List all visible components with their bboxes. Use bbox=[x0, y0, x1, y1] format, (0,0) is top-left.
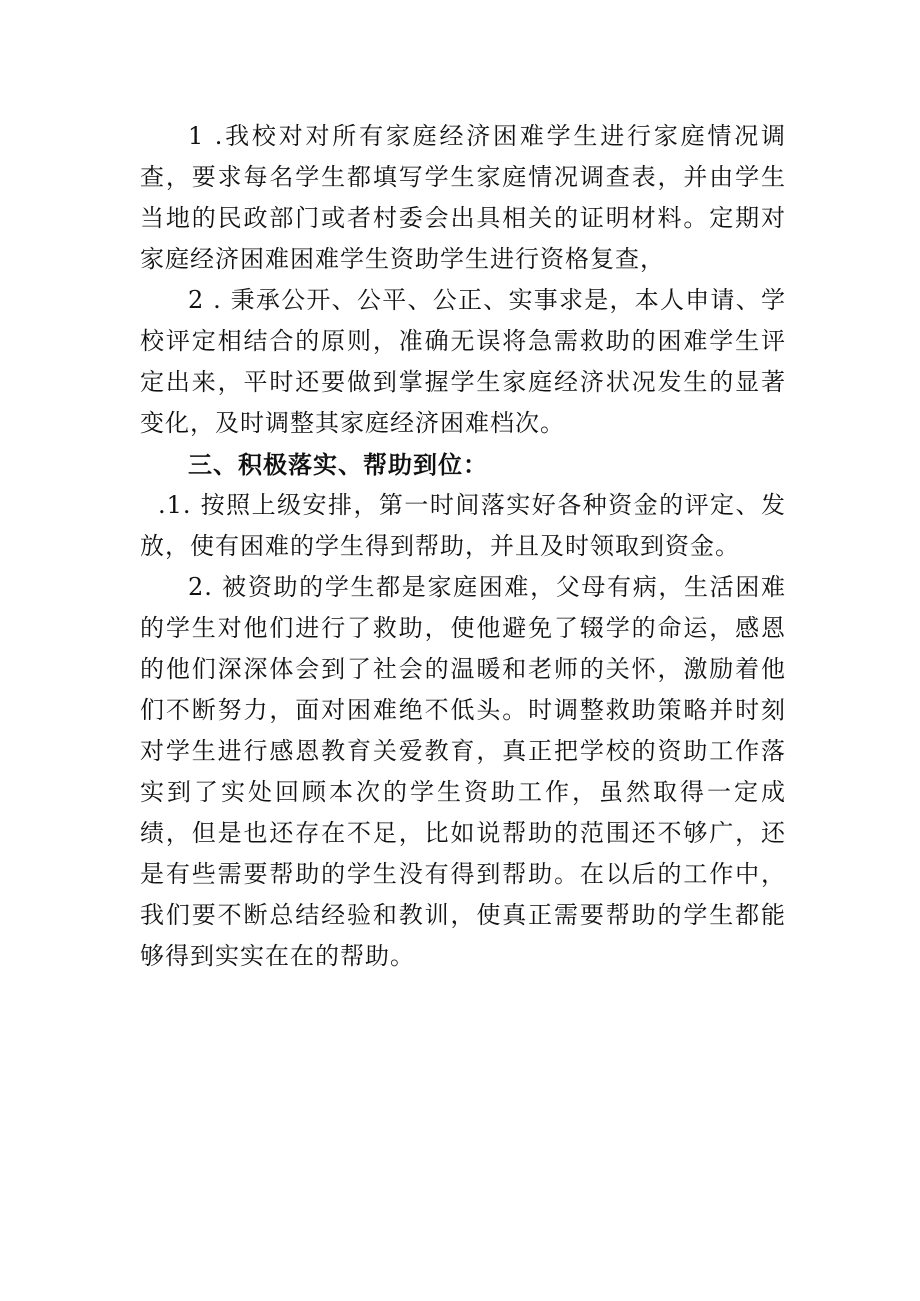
paragraph-aid-summary: 2. 被资助的学生都是家庭困难，父母有病，生活困难的学生对他们进行了救助，使他避免了辍学的命运，感恩的他们深深体会到了社会的温暖和老师的关怀，激励着他们不断努力，面对困难绝不低头。时调整救助策略并时刻对学生进行感恩教育关爱教育，真正把学校的资助工作落实到了实处回顾本次的学生资助工作，虽然取得一定成绩，但是也还存在不足，比如说帮助的范围还不够广，还是有些需要帮助的学生没有得到帮助。在以后的工作中，我们要不断总结经验和教训，使真正需要帮助的学生都能够得到实实在在的帮助。 bbox=[140, 573, 786, 970]
paragraph-evaluation-principle: 2 . 秉承公开、公平、公正、实事求是，本人申请、学校评定相结合的原则，准确无误将急需救助的困难学生评定出来，平时还要做到掌握学生家庭经济状况发生的显著变化，及时调整其家庭经济困难档次。 bbox=[140, 286, 786, 437]
paragraph-funding-distribution: .1. 按照上级安排，第一时间落实好各种资金的评定、发放，使有困难的学生得到帮助，并且及时领取到资金。 bbox=[140, 491, 786, 560]
section-heading: 三、积极落实、帮助到位： bbox=[188, 450, 488, 479]
document-body bbox=[140, 116, 786, 977]
paragraph-family-survey: 1 .我校对对所有家庭经济困难学生进行家庭情况调查，要求每名学生都填写学生家庭情况调查表，并由学生当地的民政部门或者村委会出具相关的证明材料。定期对家庭经济困难困难学生资助学生进行资格复查， bbox=[140, 122, 786, 273]
